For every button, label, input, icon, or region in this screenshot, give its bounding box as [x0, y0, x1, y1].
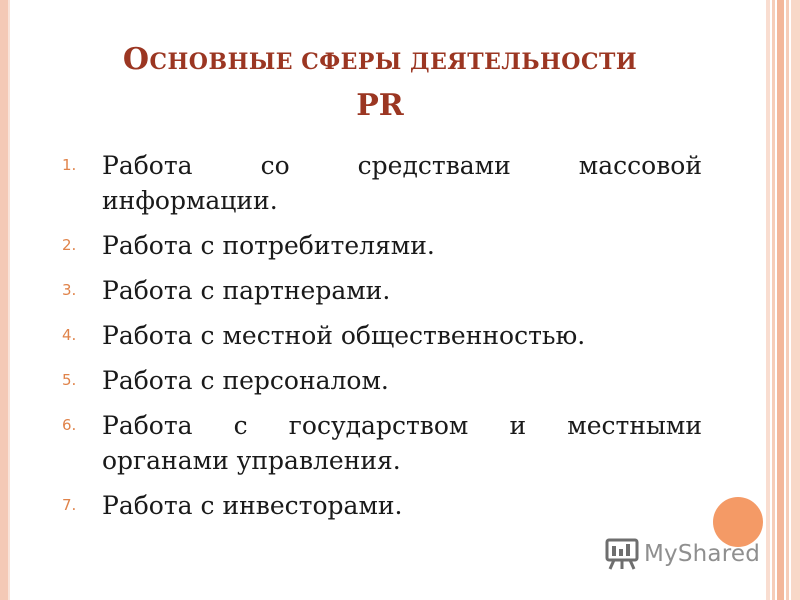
title-line-2: PR	[356, 88, 404, 123]
title-line-1	[0, 38, 760, 84]
slide-title	[0, 38, 760, 128]
title-rest: СНОВНЫЕ СФЕРЫ ДЕЯТЕЛЬНОСТИ	[149, 49, 638, 75]
title-first-letter: О	[122, 42, 150, 77]
list-item-number: 3.	[62, 281, 77, 299]
list-item-number: 2.	[62, 236, 77, 254]
list-item	[62, 148, 702, 218]
right-border-stripes	[766, 0, 800, 600]
myshared-logo-icon	[604, 537, 640, 571]
list-item-text: Работа с местной общественностью.	[102, 321, 586, 350]
activity-list	[62, 148, 702, 533]
list-item	[62, 488, 702, 523]
list-item-number: 4.	[62, 326, 77, 344]
list-item-text: Работа с инвесторами.	[102, 491, 403, 520]
list-item	[62, 228, 702, 263]
list-item-number: 7.	[62, 496, 77, 514]
list-item-number: 6.	[62, 416, 77, 434]
list-item-text: Работа со средствами массовой информации.	[102, 151, 702, 215]
list-item-number: 1.	[62, 156, 77, 174]
list-item-text: Работа с персоналом.	[102, 366, 389, 395]
list-item-text: Работа с потребителями.	[102, 231, 435, 260]
myshared-logo-text: MyShared	[644, 541, 761, 567]
list-item	[62, 408, 702, 478]
list-item	[62, 273, 702, 308]
list-item-text: Работа с государством и местными органами управления.	[102, 411, 702, 475]
list-item	[62, 363, 702, 398]
list-item-text: Работа с партнерами.	[102, 276, 391, 305]
list-item-number: 5.	[62, 371, 77, 389]
myshared-watermark	[604, 536, 760, 572]
list-item	[62, 318, 702, 353]
